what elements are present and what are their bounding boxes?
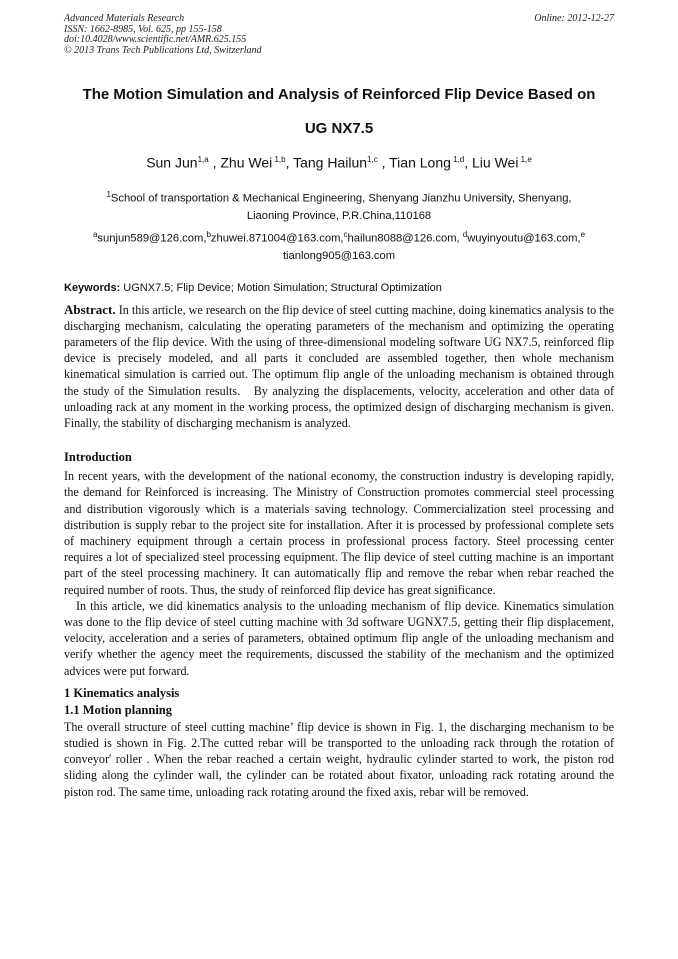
email-sup: b bbox=[206, 229, 211, 239]
author-name: Sun Jun bbox=[146, 154, 198, 171]
author-sep: , bbox=[208, 154, 221, 171]
email-sup: d bbox=[462, 229, 468, 239]
keywords-line bbox=[64, 280, 614, 296]
email-sup: a bbox=[92, 229, 98, 239]
email: zhuwei.871004@163.com, bbox=[210, 232, 344, 245]
abstract-text: In this article, we research on the flip device of steel cutting machine, doing kinematics analysis to the discharging mechanism, calculating the operating parameters of the mechanism and optimizing the operating parameters of the flip device. With the using of three-dimensional modeling software UG NX7.5, reinforced flip device is precisely modeled, and all parts it concluded are assembled together, then whole mechanism kinematical simulation is carried out. The optimum flip angle of the unloading mechanism is obtained through the study of the Simulation results. By analyzing the displacements, velocity, acceleration and other data of unloading rack at any moment in the working process, the optimized design of discharging mechanism is given. Finally, the stability of discharging mechanism is analyzed. bbox=[64, 302, 614, 430]
affiliation-text: School of transportation & Mechanical Engineering, Shenyang Jianzhu University, Shenyang, bbox=[110, 192, 572, 205]
email: wuyinyoutu@163.com, bbox=[467, 232, 581, 245]
journal-issn: ISSN: 1662-8985, Vol. 625, pp 155-158 bbox=[64, 23, 222, 35]
author-name: Liu Wei bbox=[472, 154, 519, 171]
affiliation-block bbox=[64, 186, 614, 266]
email-line bbox=[64, 226, 614, 248]
paper-title bbox=[64, 78, 614, 146]
paper-page bbox=[64, 14, 614, 800]
author-list bbox=[64, 150, 614, 173]
author-sep: , bbox=[285, 154, 294, 171]
title-line-2: UG NX7.5 bbox=[304, 120, 374, 137]
introduction-heading: Introduction bbox=[64, 450, 132, 465]
abstract bbox=[64, 302, 614, 432]
journal-doi: doi:10.4028/www.scientific.net/AMR.625.155 bbox=[64, 34, 247, 45]
affiliation-sup: 1 bbox=[106, 189, 111, 199]
author-name: Zhu Wei bbox=[220, 154, 273, 171]
keywords-text: UGNX7.5; Flip Device; Motion Simulation; Structural Optimization bbox=[120, 281, 442, 294]
email-sup: c bbox=[343, 229, 348, 239]
section-heading: 1 Kinematics analysis bbox=[64, 685, 180, 700]
journal-header bbox=[64, 14, 614, 56]
introduction-paragraph-1: In recent years, with the development of the national economy, the construction industry is developing rapidly, the demand for Reinforced is increasing. The Ministry of Construction promotes commercial steel processing and distribution vigorously which is a materials saving technology. Commercialization steel processing and distribution is supply rebar to the project site for installation. After it is processed by professional complete sets of machinery equipment through a certain process in professional process factory. Steel processing center requires a lot of specialized steel processing equipment. The flip device of steel cutting machine is an important part of the steel processing machinery. It can automatically flip and remove the rebar when rebar reached the required number of roots. Thus, the study of reinforced flip device has great significance. bbox=[64, 469, 614, 597]
email: hailun8088@126.com, bbox=[347, 232, 463, 245]
journal-copyright: © 2013 Trans Tech Publications Ltd, Switzerland bbox=[64, 44, 262, 56]
keywords-label: Keywords: bbox=[64, 281, 121, 294]
abstract-label: Abstract. bbox=[64, 301, 116, 317]
motion-planning-paragraph: The overall structure of steel cutting machine’ flip device is shown in Fig. 1, the discharging mechanism to be studied is shown in Fig. 2.The cutted rebar will be transported to the unloading rack through the rotation of conveyor' roller . When the rebar reached a certain weight, hydraulic cylinder started to work, the piston rod sliding along the cylinder wall, the cylinder can be rotated about fixator, unloading rack rotating around the piston rod. The same time, unloading rack rotating around the fixed axis, rebar will be removed. bbox=[64, 719, 614, 799]
author-sup: 1,a bbox=[197, 155, 209, 164]
introduction-paragraph-2: In this article, we did kinematics analysis to the unloading mechanism of flip device. Kinematics simulation was done to the flip device of steel cutting machine with 3d software UGNX7.5, getting their flip displacement, velocity, acceleration and a series of parameters, obtained optimum flip angle of the unloading mechanism and verify whether the agency meet the requirements, discussed the stability of the mechanism and the optimized advices were put forward. bbox=[64, 598, 614, 678]
author-name: Tang Hailun bbox=[293, 154, 368, 171]
author-sup: 1,d bbox=[450, 155, 465, 164]
online-date: Online: 2012-12-27 bbox=[534, 13, 614, 24]
author-sup: 1,c bbox=[367, 155, 378, 164]
affiliation-line-1 bbox=[64, 186, 614, 208]
email: sunjun589@126.com, bbox=[97, 232, 207, 245]
author-sep: , bbox=[464, 154, 473, 171]
title-line-1: The Motion Simulation and Analysis of Reinforced Flip Device Based on bbox=[82, 86, 596, 103]
journal-name: Advanced Materials Research bbox=[64, 13, 185, 24]
affiliation-line-2: Liaoning Province, P.R.China,110168 bbox=[246, 209, 432, 222]
author-name: Tian Long bbox=[389, 154, 451, 171]
email-sup: e bbox=[580, 229, 586, 239]
author-sep: , bbox=[377, 154, 390, 171]
subsection-heading: 1.1 Motion planning bbox=[64, 702, 173, 717]
author-sup: 1,e bbox=[518, 155, 532, 164]
author-sup: 1,b bbox=[272, 155, 286, 164]
email-last: tianlong905@163.com bbox=[282, 249, 396, 262]
